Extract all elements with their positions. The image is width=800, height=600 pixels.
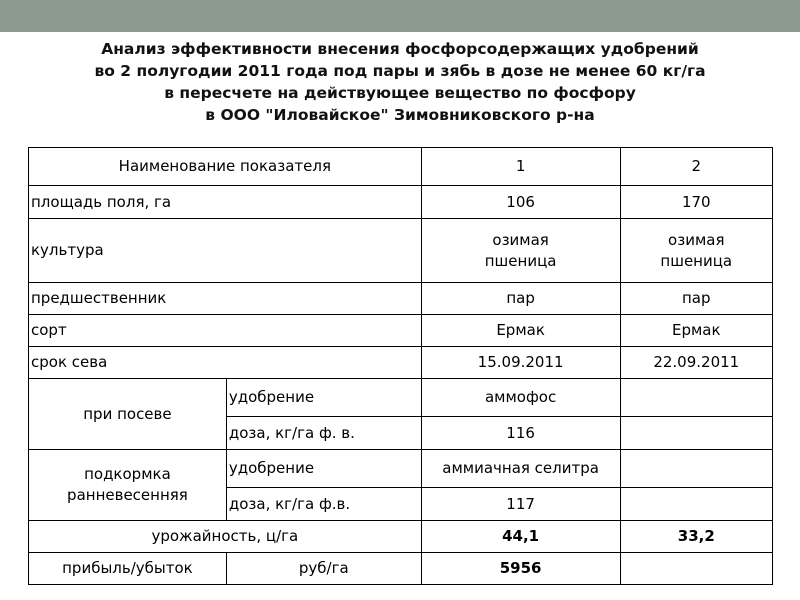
- header-col2-cell: 2: [620, 148, 772, 186]
- header-name-cell: Наименование показателя: [29, 148, 422, 186]
- area-v2: 170: [620, 186, 772, 219]
- title-line-4: в ООО "Иловайское" Зимовниковского р-на: [205, 106, 595, 124]
- title-line-2: во 2 полугодии 2011 года под пары и зябь в дозе не менее 60 кг/га: [94, 62, 706, 80]
- crop-v2: [620, 219, 772, 283]
- top-dressing-label: [29, 450, 227, 521]
- data-table: [28, 147, 773, 585]
- variety-v2: Ермак: [620, 315, 772, 347]
- crop-v2-line1: озимая: [668, 230, 725, 249]
- crop-v1-line2: пшеница: [484, 251, 557, 270]
- table-row: [29, 379, 773, 417]
- at-sowing-dose-v1: 116: [421, 417, 620, 450]
- at-sowing-label: при посеве: [29, 379, 227, 450]
- profit-label: прибыль/убыток: [29, 553, 227, 585]
- top-dressing-dose-v2: [620, 488, 772, 521]
- variety-v1: Ермак: [421, 315, 620, 347]
- yield-label: урожайность, ц/га: [29, 521, 422, 553]
- table-row: [29, 450, 773, 488]
- title-line-1: Анализ эффективности внесения фосфорсодержащих удобрений: [101, 40, 699, 58]
- table-row: [29, 186, 773, 219]
- at-sowing-dose-v2: [620, 417, 772, 450]
- table-row: [29, 553, 773, 585]
- table-row: [29, 148, 773, 186]
- table-row: [29, 347, 773, 379]
- crop-v1: [421, 219, 620, 283]
- at-sowing-fertilizer-v2: [620, 379, 772, 417]
- table-row: [29, 283, 773, 315]
- crop-label: культура: [29, 219, 422, 283]
- top-dressing-dose-v1: 117: [421, 488, 620, 521]
- top-dressing-fertilizer-v2: [620, 450, 772, 488]
- at-sowing-dose-label: доза, кг/га ф. в.: [226, 417, 421, 450]
- area-label: площадь поля, га: [29, 186, 422, 219]
- top-bar: [0, 0, 800, 32]
- header-col1-cell: 1: [421, 148, 620, 186]
- title-line-3: в пересчете на действующее вещество по фосфору: [164, 84, 636, 102]
- page-title: [60, 38, 740, 126]
- table-row: [29, 315, 773, 347]
- sowing-date-label: срок сева: [29, 347, 422, 379]
- table-row: [29, 521, 773, 553]
- yield-v2: 33,2: [620, 521, 772, 553]
- yield-v1: 44,1: [421, 521, 620, 553]
- at-sowing-fertilizer-label: удобрение: [226, 379, 421, 417]
- top-dressing-label-line2: ранневесенняя: [67, 486, 188, 504]
- top-dressing-label-line1: подкормка: [84, 465, 171, 483]
- top-dressing-fertilizer-v1: аммиачная селитра: [421, 450, 620, 488]
- area-v1: 106: [421, 186, 620, 219]
- crop-v1-line1: озимая: [492, 230, 549, 249]
- predecessor-v1: пар: [421, 283, 620, 315]
- profit-v2: [620, 553, 772, 585]
- variety-label: сорт: [29, 315, 422, 347]
- crop-v2-line2: пшеница: [660, 251, 733, 270]
- top-dressing-fertilizer-label: удобрение: [226, 450, 421, 488]
- profit-v1: 5956: [421, 553, 620, 585]
- predecessor-v2: пар: [620, 283, 772, 315]
- table-row: [29, 219, 773, 283]
- sowing-date-v2: 22.09.2011: [620, 347, 772, 379]
- at-sowing-fertilizer-v1: аммофос: [421, 379, 620, 417]
- sowing-date-v1: 15.09.2011: [421, 347, 620, 379]
- top-dressing-dose-label: доза, кг/га ф.в.: [226, 488, 421, 521]
- profit-unit: руб/га: [226, 553, 421, 585]
- predecessor-label: предшественник: [29, 283, 422, 315]
